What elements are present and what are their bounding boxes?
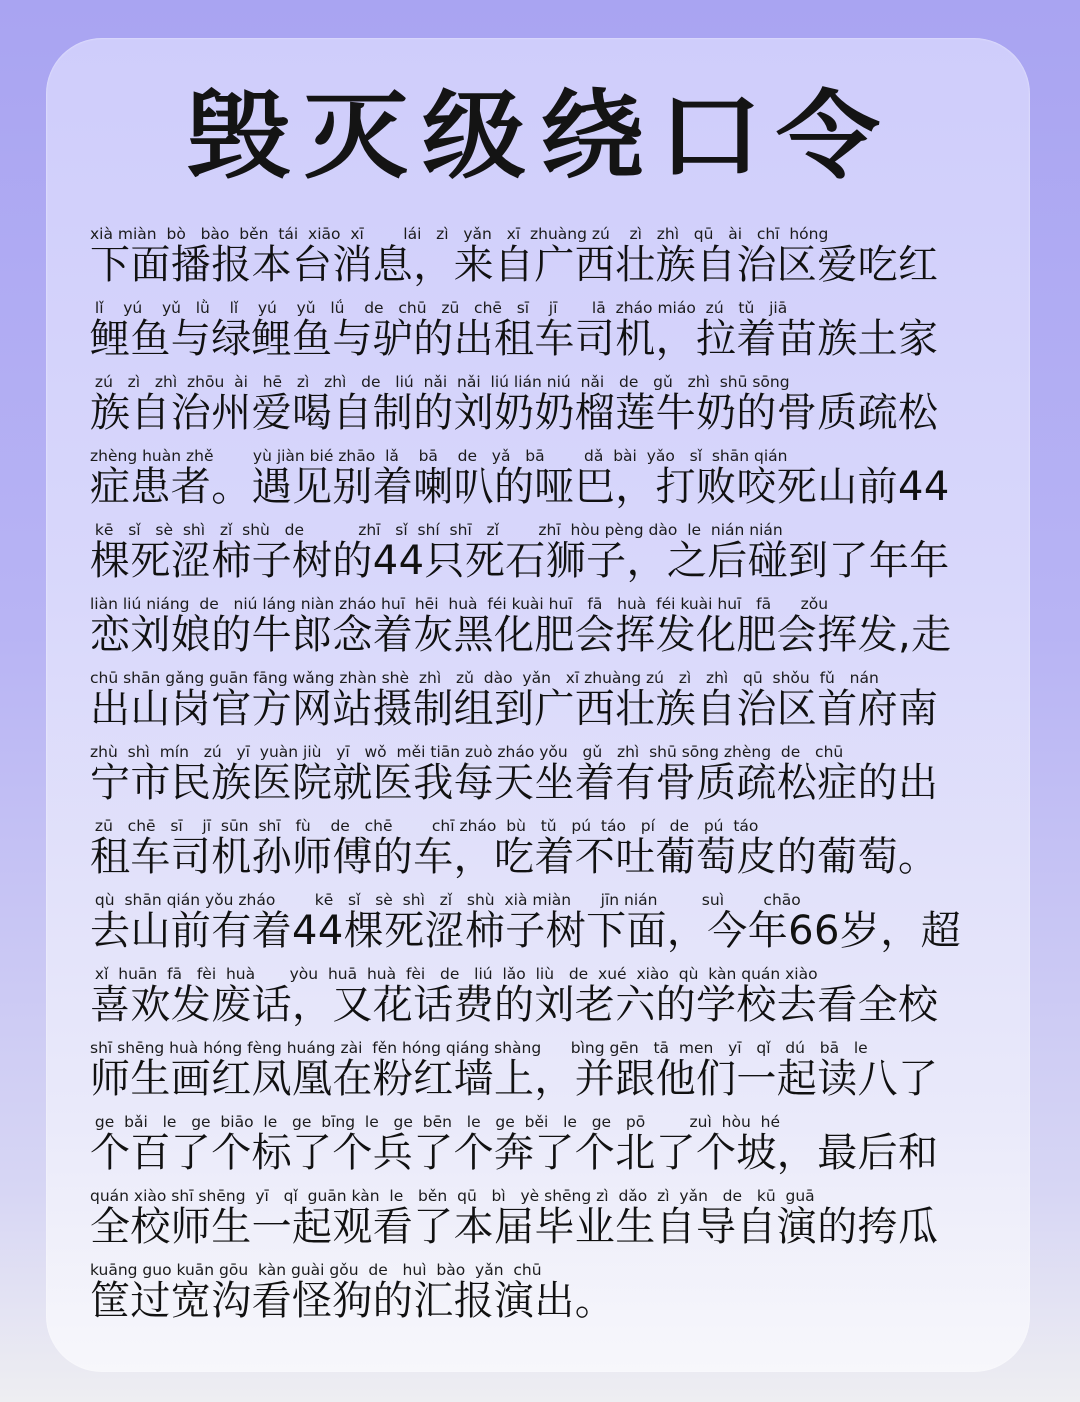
pinyin-row: xǐ huān fā fèi huà yòu huā huà fèi de liú lǎo liù de xué xiào qù kàn quán xiào (90, 965, 818, 983)
pinyin-row: kē sǐ sè shì zǐ shù de zhī sǐ shí shī zǐ zhī hòu pèng dào le nián nián (90, 521, 783, 539)
pinyin-row: lǐ yú yǔ lǜ lǐ yú yǔ lǘ de chū zū chē sī jī lā zháo miáo zú tǔ jiā (90, 299, 788, 317)
hanzi-row: 去山前有着44棵死涩柿子树下面，今年66岁，超 (90, 908, 961, 954)
hanzi-row: 全校师生一起观看了本届毕业生自导自演的挎瓜 (90, 1204, 939, 1250)
text-line (90, 1104, 990, 1178)
text-line (90, 438, 990, 512)
text-line (90, 1030, 990, 1104)
hanzi-row: 鲤鱼与绿鲤鱼与驴的出租车司机，拉着苗族土家 (90, 316, 939, 362)
text-line (90, 734, 990, 808)
text-line (90, 290, 990, 364)
text-line (90, 882, 990, 956)
hanzi-row: 恋刘娘的牛郎念着灰黑化肥会挥发化肥会挥发,走 (90, 612, 952, 658)
hanzi-row: 租车司机孙师傅的车，吃着不吐葡萄皮的葡萄。 (90, 834, 939, 880)
hanzi-row: 宁市民族医院就医我每天坐着有骨质疏松症的出 (90, 760, 939, 806)
hanzi-row: 棵死涩柿子树的44只死石狮子，之后碰到了年年 (90, 538, 950, 584)
pinyin-row: ge bǎi le ge biāo le ge bīng le ge bēn le ge běi le ge pō zuì hòu hé (90, 1113, 780, 1131)
hanzi-row: 个百了个标了个兵了个奔了个北了个坡，最后和 (90, 1130, 939, 1176)
text-line (90, 1252, 990, 1326)
pinyin-row: zhèng huàn zhě yù jiàn bié zhāo lǎ bā de yǎ bā dǎ bài yǎo sǐ shān qián (90, 447, 788, 465)
pinyin-row: shī shēng huà hóng fèng huáng zài fěn hóng qiáng shàng bìng gēn tā men yī qǐ dú bā le (90, 1039, 868, 1057)
pinyin-row: zhù shì mín zú yī yuàn jiù yī wǒ měi tiān zuò zháo yǒu gǔ zhì shū sōng zhèng de chū (90, 743, 844, 761)
hanzi-row: 症患者。遇见别着喇叭的哑巴，打败咬死山前44 (90, 464, 950, 510)
pinyin-row: chū shān gǎng guān fāng wǎng zhàn shè zhì zǔ dào yǎn xī zhuàng zú zì zhì qū shǒu fǔ nán (90, 669, 879, 687)
hanzi-row: 喜欢发废话，又花话费的刘老六的学校去看全校 (90, 982, 939, 1028)
text-line (90, 216, 990, 290)
hanzi-row: 出山岗官方网站摄制组到广西壮族自治区首府南 (90, 686, 939, 732)
tongue-twister-text (90, 216, 990, 1326)
text-line (90, 660, 990, 734)
hanzi-row: 筐过宽沟看怪狗的汇报演出。 (90, 1278, 616, 1324)
pinyin-row: zú zì zhì zhōu ài hē zì zhì de liú nǎi nǎi liú lián niú nǎi de gǔ zhì shū sōng (90, 373, 790, 391)
hanzi-row: 师生画红凤凰在粉红墙上，并跟他们一起读八了 (90, 1056, 939, 1102)
text-line (90, 1178, 990, 1252)
page-title: 毁灭级绕口令 (185, 78, 894, 193)
hanzi-row: 下面播报本台消息，来自广西壮族自治区爱吃红 (90, 242, 939, 288)
pinyin-row: qù shān qián yǒu zháo kē sǐ sè shì zǐ shù xià miàn jīn nián suì chāo (90, 891, 801, 909)
text-line (90, 364, 990, 438)
pinyin-row: kuāng guo kuān gōu kàn guài gǒu de huì bào yǎn chū (90, 1261, 542, 1279)
pinyin-row: liàn liú niáng de niú láng niàn zháo huī hēi huà féi kuài huī fā huà féi kuài huī fā zǒu (90, 595, 829, 613)
text-line (90, 512, 990, 586)
text-line (90, 956, 990, 1030)
pinyin-row: quán xiào shī shēng yī qǐ guān kàn le běn qū bì yè shēng zì dǎo zì yǎn de kū guā (90, 1187, 815, 1205)
pinyin-row: zū chē sī jī sūn shī fù de chē chī zháo bù tǔ pú táo pí de pú táo (90, 817, 759, 835)
text-line (90, 808, 990, 882)
pinyin-row: xià miàn bò bào běn tái xiāo xī lái zì yǎn xī zhuàng zú zì zhì qū ài chī hóng (90, 225, 829, 243)
text-line (90, 586, 990, 660)
hanzi-row: 族自治州爱喝自制的刘奶奶榴莲牛奶的骨质疏松 (90, 390, 939, 436)
